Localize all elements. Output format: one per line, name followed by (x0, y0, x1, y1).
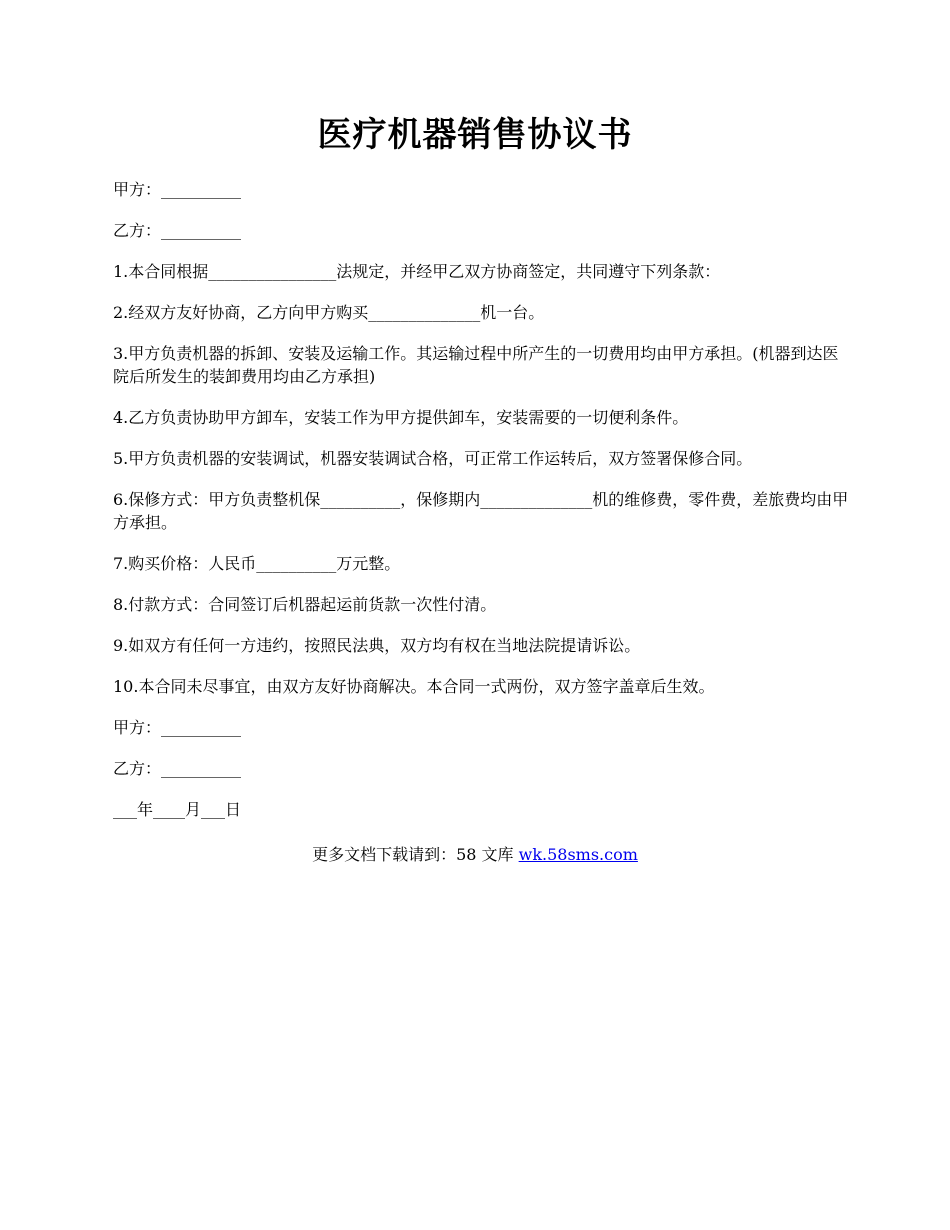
clause-2: 2.经双方友好协商，乙方向甲方购买______________机一台。 (113, 303, 545, 322)
footer-text: 更多文档下载请到：58 文库 (312, 845, 519, 864)
signature-party-b: 乙方：__________ (113, 759, 242, 778)
clause-8: 8.付款方式：合同签订后机器起运前货款一次性付清。 (113, 595, 497, 614)
clause-10: 10.本合同未尽事宜，由双方友好协商解决。本合同一式两份，双方签字盖章后生效。 (113, 677, 715, 696)
clause-6: 6.保修方式：甲方负责整机保__________，保修期内______________机的维修费，零件费，差旅费均由甲方承担。 (113, 490, 849, 532)
footer-link[interactable]: wk.58sms.com (518, 845, 638, 864)
signature-date: ___年____月___日 (113, 800, 242, 819)
clause-5: 5.甲方负责机器的安装调试，机器安装调试合格，可正常工作运转后，双方签署保修合同。 (113, 449, 753, 468)
footer (0, 843, 950, 866)
clause-4: 4.乙方负责协助甲方卸车，安装工作为甲方提供卸车，安装需要的一切便利条件。 (113, 408, 689, 427)
party-a-line: 甲方：__________ (113, 180, 242, 199)
clause-1: 1.本合同根据________________法规定，并经甲乙双方协商签定，共同遵守下列条款： (113, 262, 721, 281)
document-body (113, 178, 853, 839)
signature-party-a: 甲方：__________ (113, 718, 242, 737)
clause-9: 9.如双方有任何一方违约，按照民法典，双方均有权在当地法院提请诉讼。 (113, 636, 641, 655)
document-title: 医疗机器销售协议书 (317, 115, 633, 155)
party-b-line: 乙方：__________ (113, 221, 242, 240)
clause-7: 7.购买价格：人民币__________万元整。 (113, 554, 401, 573)
clause-3: 3.甲方负责机器的拆卸、安装及运输工作。其运输过程中所产生的一切费用均由甲方承担。(机器到达医院后所发生的装卸费用均由乙方承担) (113, 344, 839, 386)
